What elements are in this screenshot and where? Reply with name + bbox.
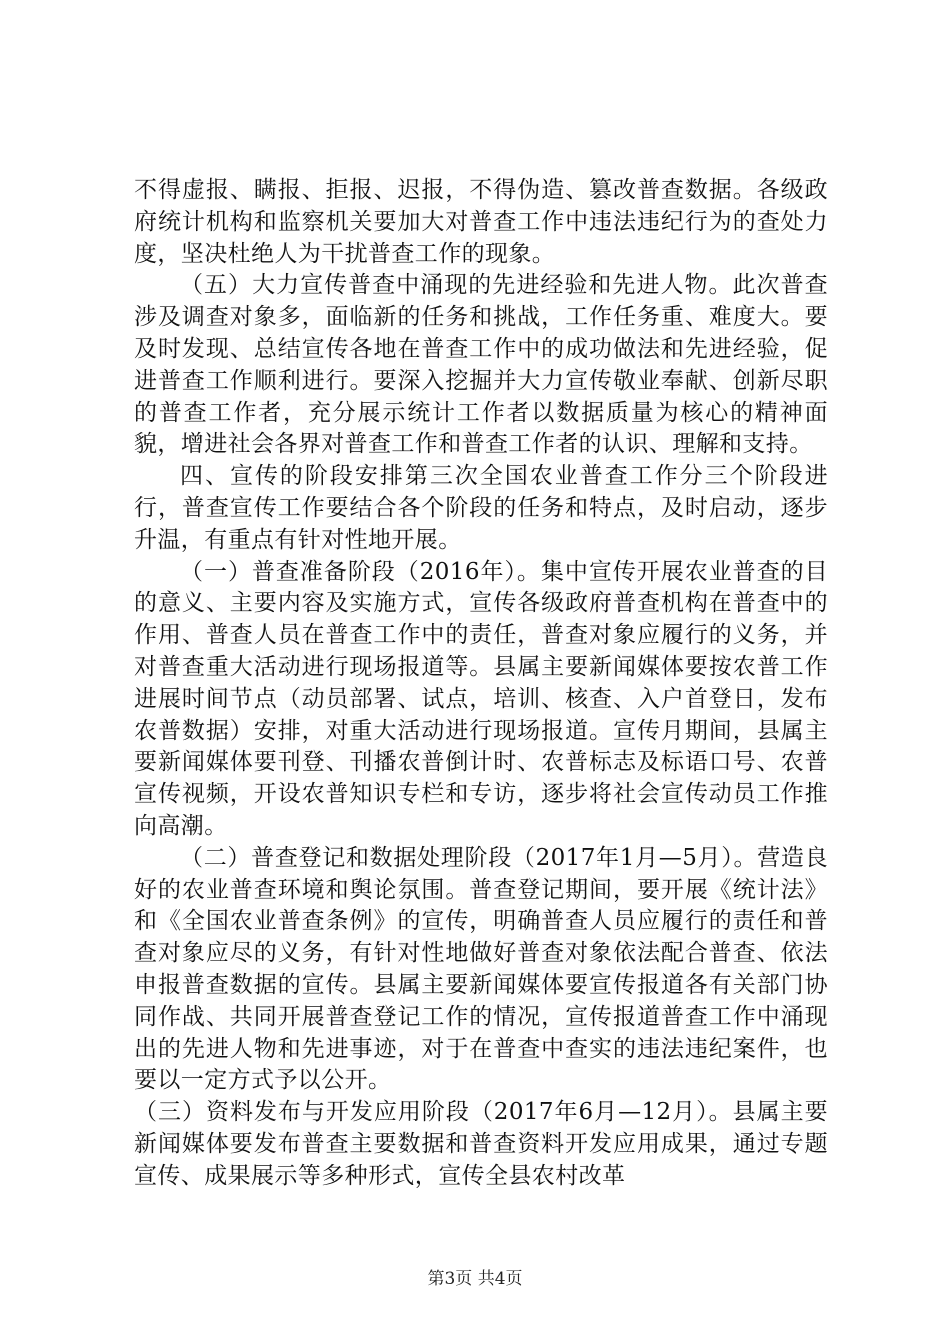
paragraph-section-five: （五）大力宣传普查中涌现的先进经验和先进人物。此次普查涉及调查对象多，面临新的任务和挑战，工作任务重、难度大。要及时发现、总结宣传各地在普查工作中的成功做法和先进经验，促进普查工作顺利进行。要深入挖掘并大力宣传敬业奉献、创新尽职的普查工作者，充分展示统计工作者以数据质量为核心的精神面貌，增进社会各界对普查工作和普查工作者的认识、理解和支持。 — [134, 272, 828, 458]
paragraph-stage-one: （一）普查准备阶段（2016年）。集中宣传开展农业普查的目的意义、主要内容及实施方式，宣传各级政府普查机构在普查中的作用、普查人员在普查工作中的责任，普查对象应履行的义务，并对普查重大活动进行现场报道等。县属主要新闻媒体要按农普工作进展时间节点（动员部署、试点，培训、核查、入户首登日，发布农普数据）安排，对重大活动进行现场报道。宣传月期间，县属主要新闻媒体要刊登、刊播农普倒计时、农普标志及标语口号、农普宣传视频，开设农普知识专栏和专访，逐步将社会宣传动员工作推向高潮。 — [134, 558, 828, 839]
paragraph-stage-two: （二）普查登记和数据处理阶段（2017年1月—5月）。营造良好的农业普查环境和舆论氛围。普查登记期间，要开展《统计法》和《全国农业普查条例》的宣传，明确普查人员应履行的责任和普查对象应尽的义务，有针对性地做好普查对象依法配合普查、依法申报普查数据的宣传。县属主要新闻媒体要宣传报道各有关部门协同作战、共同开展普查登记工作的情况，宣传报道普查工作中涌现出的先进人物和先进事迹，对于在普查中查实的违法违纪案件，也要以一定方式予以公开。 — [134, 844, 828, 1094]
document-body — [134, 175, 828, 1193]
paragraph-continuation: 不得虚报、瞒报、拒报、迟报，不得伪造、篡改普查数据。各级政府统计机构和监察机关要加大对普查工作中违法违纪行为的查处力度，坚决杜绝人为干扰普查工作的现象。 — [134, 177, 828, 267]
paragraph-stage-three: （三）资料发布与开发应用阶段（2017年6月—12月）。县属主要新闻媒体要发布普查主要数据和普查资料开发应用成果，通过专题宣传、成果展示等多种形式，宣传全县农村改革 — [134, 1099, 828, 1189]
page-number-footer: 第3页 共4页 — [427, 1269, 523, 1289]
paragraph-heading-four: 四、宣传的阶段安排第三次全国农业普查工作分三个阶段进行，普查宣传工作要结合各个阶段的任务和特点，及时启动，逐步升温，有重点有针对性地开展。 — [134, 463, 828, 553]
